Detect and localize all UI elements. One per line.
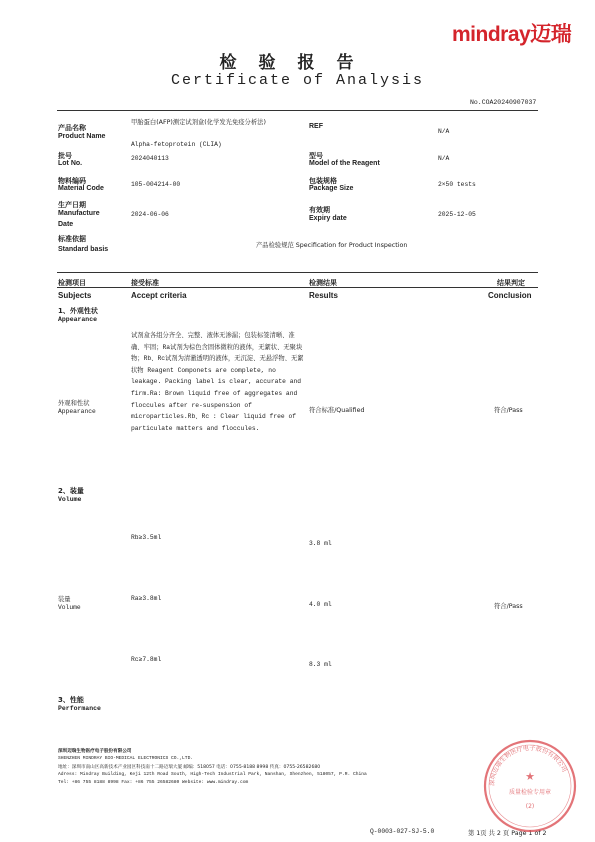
product-name-value-cn: 甲胎蛋白(AFP)测定试剂盒(化学发光免疫分析法) bbox=[131, 119, 266, 126]
svg-text:(2): (2) bbox=[525, 803, 535, 810]
subjects-header-cn: 检测项目 bbox=[58, 279, 86, 287]
form-number: Q-0003-027-SJ-5.0 bbox=[370, 828, 435, 835]
document-number: No.COA20240907037 bbox=[470, 99, 537, 106]
footer-company-cn: 深圳迈瑞生物医疗电子股份有限公司 bbox=[58, 749, 132, 754]
table-header-divider bbox=[57, 287, 538, 288]
lot-label-cn: 批号 bbox=[58, 152, 72, 160]
material-label-en: Material Code bbox=[58, 185, 104, 192]
volume-subject-en: Volume bbox=[58, 604, 81, 611]
model-label-cn: 型号 bbox=[309, 152, 323, 160]
mfg-date-value: 2024-06-06 bbox=[131, 211, 169, 218]
appearance-subject-en: Appearance bbox=[58, 408, 96, 415]
ref-label: REF bbox=[309, 123, 323, 130]
results-header-en: Results bbox=[309, 291, 338, 300]
mfg-date-label-en2: Date bbox=[58, 221, 74, 228]
package-label-cn: 包装规格 bbox=[309, 177, 337, 185]
page-indicator: 第 1页 共 2 页 Page 1 of 2 bbox=[468, 830, 547, 837]
standard-value: 产品检验规范 Specification for Product Inspection bbox=[256, 242, 408, 249]
expiry-label-cn: 有效期 bbox=[309, 206, 330, 214]
lot-label-en: Lot No. bbox=[58, 160, 83, 167]
package-value: 2×50 tests bbox=[438, 181, 476, 188]
volume-criteria-rb: Rb≥3.5ml bbox=[131, 534, 162, 541]
appearance-heading-cn: 1、外观性状 bbox=[58, 307, 98, 315]
material-label-cn: 物料编码 bbox=[58, 177, 86, 185]
volume-criteria-ra: Ra≥3.8ml bbox=[131, 595, 162, 602]
volume-heading-cn: 2、装量 bbox=[58, 487, 84, 495]
package-label-en: Package Size bbox=[309, 185, 354, 192]
company-seal bbox=[482, 738, 578, 834]
appearance-conclusion: 符合/Pass bbox=[494, 407, 523, 414]
subjects-header-en: Subjects bbox=[58, 291, 92, 300]
product-name-label-cn: 产品名称 bbox=[58, 124, 86, 132]
svg-text:质量检验专用章: 质量检验专用章 bbox=[508, 789, 552, 796]
footer-address-cn: 地址：深圳市南山区高新技术产业园区科技南十二路迈瑞大厦 邮编：518057 电话：0755-8188 8998 传真：0755-26582680 bbox=[58, 765, 321, 770]
lot-value: 2024040113 bbox=[131, 155, 169, 162]
svg-text:★: ★ bbox=[525, 770, 535, 783]
footer-address-en: Adress: Mindray Building, Keji 12th Road South, High-Tech Industrial Park, Nanshan, Shenzhen, 518057, P.R. China bbox=[58, 772, 367, 777]
product-name-label-en: Product Name bbox=[58, 133, 106, 140]
criteria-header-cn: 接受标准 bbox=[131, 279, 159, 287]
performance-heading-cn: 3、性能 bbox=[58, 696, 84, 704]
footer-company-en: SHENZHEN MINDRAY BIO-MEDICAL ELECTRONICS CO.,LTD. bbox=[58, 756, 194, 761]
appearance-result: 符合标准/Qualified bbox=[309, 407, 365, 414]
volume-criteria-rc: Rc≥7.8ml bbox=[131, 656, 162, 663]
model-label-en: Model of the Reagent bbox=[309, 160, 380, 167]
mfg-date-label-cn: 生产日期 bbox=[58, 201, 86, 209]
ref-value: N/A bbox=[438, 128, 450, 135]
volume-result-ra: 4.0 ml bbox=[309, 601, 332, 608]
header-divider bbox=[57, 110, 538, 111]
appearance-subject-cn: 外观和性状 bbox=[58, 400, 90, 407]
volume-result-rc: 8.3 ml bbox=[309, 661, 332, 668]
model-value: N/A bbox=[438, 155, 450, 162]
volume-heading-en: Volume bbox=[58, 496, 82, 503]
appearance-heading-en: Appearance bbox=[58, 316, 98, 323]
expiry-label-en: Expiry date bbox=[309, 215, 347, 222]
performance-heading-en: Performance bbox=[58, 705, 101, 712]
criteria-header-en: Accept criteria bbox=[131, 291, 187, 300]
results-header-cn: 检测结果 bbox=[309, 279, 337, 287]
conclusion-header-en: Conclusion bbox=[488, 291, 532, 300]
expiry-value: 2025-12-05 bbox=[438, 211, 476, 218]
material-value: 105-004214-00 bbox=[131, 181, 181, 188]
conclusion-header-cn: 结果判定 bbox=[497, 279, 525, 287]
volume-conclusion: 符合/Pass bbox=[494, 603, 523, 610]
mindray-logo: mindray迈瑞 bbox=[452, 23, 572, 46]
info-divider bbox=[57, 272, 538, 273]
footer-contact: Tel: +86 755 8188 8998 Fax: +86 755 26582680 Website: www.mindray.com bbox=[58, 780, 249, 785]
svg-text:深圳迈瑞生物医疗电子股份有限公司: 深圳迈瑞生物医疗电子股份有限公司 bbox=[488, 744, 568, 787]
volume-result-rb: 3.8 ml bbox=[309, 540, 332, 547]
mfg-date-label-en1: Manufacture bbox=[58, 210, 100, 217]
standard-label-cn: 标准依据 bbox=[58, 235, 86, 243]
page-title-cn: 检验报告 bbox=[219, 53, 376, 73]
appearance-criteria: 试剂盒各组分齐全、完整、液体无渗漏；包装标签清晰、准确、牢固；Ra试剂为棕色含固体微粒的液体，无絮状、无聚块物；Rb、Rc试剂为清澈透明的液体，无沉淀、无悬浮物、无絮状物 Reagent Componets are complete, no leakage. Packing label is clear, accurate and firm.Ra: Brown liquid free of aggregates and floccules after re-suspension of microparticles.Rb、Rc : Clear liquid free of particulate matters and floccules. bbox=[131, 332, 304, 432]
standard-label-en: Standard basis bbox=[58, 246, 109, 253]
page-title-en: Certificate of Analysis bbox=[170, 72, 425, 89]
product-name-value-en: Alpha-fetoprotein (CLIA) bbox=[131, 141, 222, 148]
volume-subject-cn: 装量 bbox=[58, 596, 71, 603]
